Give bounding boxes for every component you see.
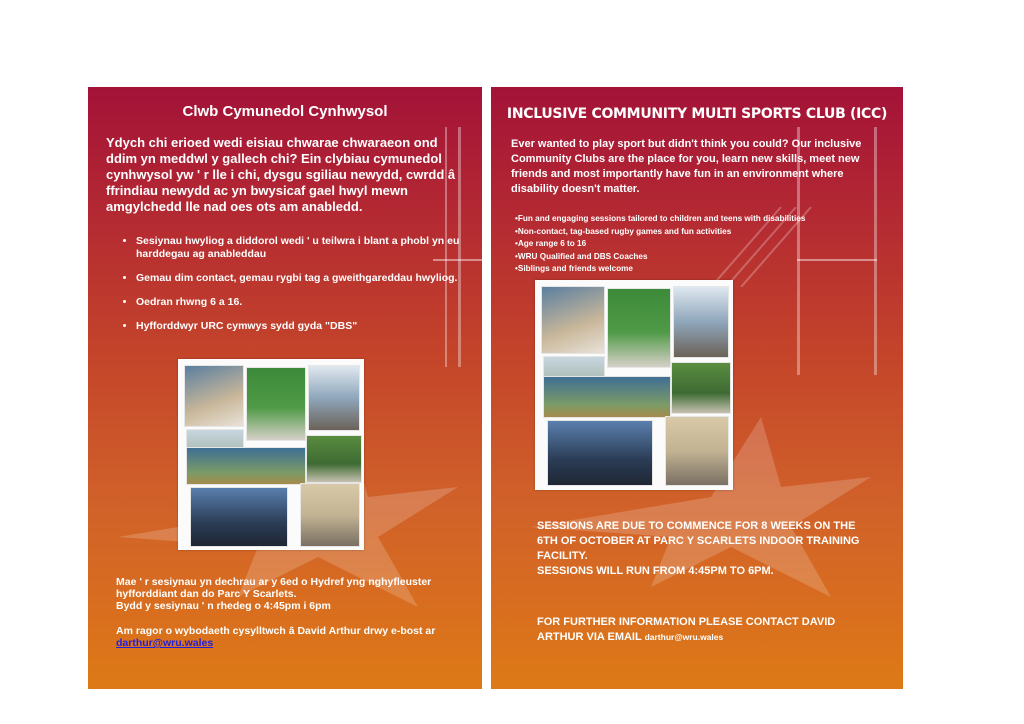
list-item: • Sesiynau hwyliog a diddorol wedi ' u teilwra i blant a phobl yn eu harddegau ag anableddau [136, 235, 482, 261]
feature-list-welsh [106, 235, 482, 344]
photo-players-huddle [541, 286, 605, 354]
photo-indoor-drills [186, 447, 306, 485]
english-flyer [491, 87, 903, 689]
list-item: • Non-contact, tag-based rugby games and fun activities [515, 226, 895, 239]
flyer-title-welsh: Clwb Cymunedol Cynhwysol [182, 103, 388, 120]
contact-text-welsh: Am ragor o wybodaeth cysylltwch â David Arthur drwy e-bost ar [116, 625, 436, 637]
contact-info-english [537, 615, 867, 645]
list-item: • Gemau dim contact, gemau rygbi tag a gweithgareddau hwyliog. [136, 272, 482, 285]
session-info-english [537, 519, 867, 579]
intro-paragraph-english: Ever wanted to play sport but didn't think you could? Our inclusive Community Clubs are the place for you, learn new skills, meet new friends and most importantly have fun in an environment where disability doesn't matter. [511, 138, 862, 195]
photo-kids-line [306, 435, 362, 483]
photo-wheelchair-player [665, 416, 729, 486]
feature-list-english [507, 213, 895, 276]
email-link-welsh[interactable]: darthur@wru.wales [116, 637, 214, 649]
photo-coaches-group [673, 286, 729, 358]
list-item: • Hyfforddwyr URC cymwys sydd gyda "DBS" [136, 320, 482, 333]
photo-coaches-group [308, 365, 360, 431]
photo-girl-with-ball [607, 288, 671, 368]
welsh-flyer [88, 87, 482, 689]
list-item: • Oedran rhwng 6 a 16. [136, 296, 482, 309]
intro-paragraph-welsh: Ydych chi erioed wedi eisiau chwarae chwaraeon ond ddim yn meddwl y gallech chi? Ein clybiau cymunedol cynhwysol yw ' r lle i chi, dysgu sgiliau newydd, cwrdd â ffrindiau newydd ac yn bwysicaf gael hwyl mewn amgylchedd lle nad oes ots am anabledd. [106, 135, 456, 214]
list-item: • Fun and engaging sessions tailored to children and teens with disabilities [515, 213, 895, 226]
photo-team-seated [190, 487, 288, 547]
photo-girl-with-ball [246, 367, 306, 441]
photo-team-seated [547, 420, 653, 486]
flyer-title-english: INCLUSIVE COMMUNITY MULTI SPORTS CLUB (ICC) [506, 106, 888, 122]
list-item: • WRU Qualified and DBS Coaches [515, 251, 895, 264]
session-start-text: Mae ' r sesiynau yn dechrau ar y 6ed o Hydref yng nghyfleuster hyfforddiant dan do Parc Y Scarlets. [116, 576, 432, 600]
photo-wheelchair-player [300, 483, 360, 547]
photo-indoor-drills [543, 376, 671, 418]
photo-collage-welsh [178, 359, 364, 550]
photo-players-huddle [184, 365, 244, 427]
list-item: • Age range 6 to 16 [515, 238, 895, 251]
session-info-welsh [116, 576, 466, 649]
session-time-text: SESSIONS WILL RUN FROM 4:45PM TO 6PM. [537, 565, 774, 577]
email-text-english: darthur@wru.wales [644, 632, 724, 642]
photo-kids-line [671, 362, 731, 414]
photo-collage-english [535, 280, 733, 490]
contact-text-english: FOR FURTHER INFORMATION PLEASE CONTACT DAVID ARTHUR VIA EMAIL [537, 616, 836, 643]
session-time-text: Bydd y sesiynau ' n rhedeg o 4:45pm i 6pm [116, 600, 331, 612]
list-item: • Siblings and friends welcome [515, 263, 895, 276]
session-start-text: SESSIONS ARE DUE TO COMMENCE FOR 8 WEEKS ON THE 6TH OF OCTOBER AT PARC Y SCARLETS INDOOR TRAINING FACILITY. [537, 520, 860, 562]
